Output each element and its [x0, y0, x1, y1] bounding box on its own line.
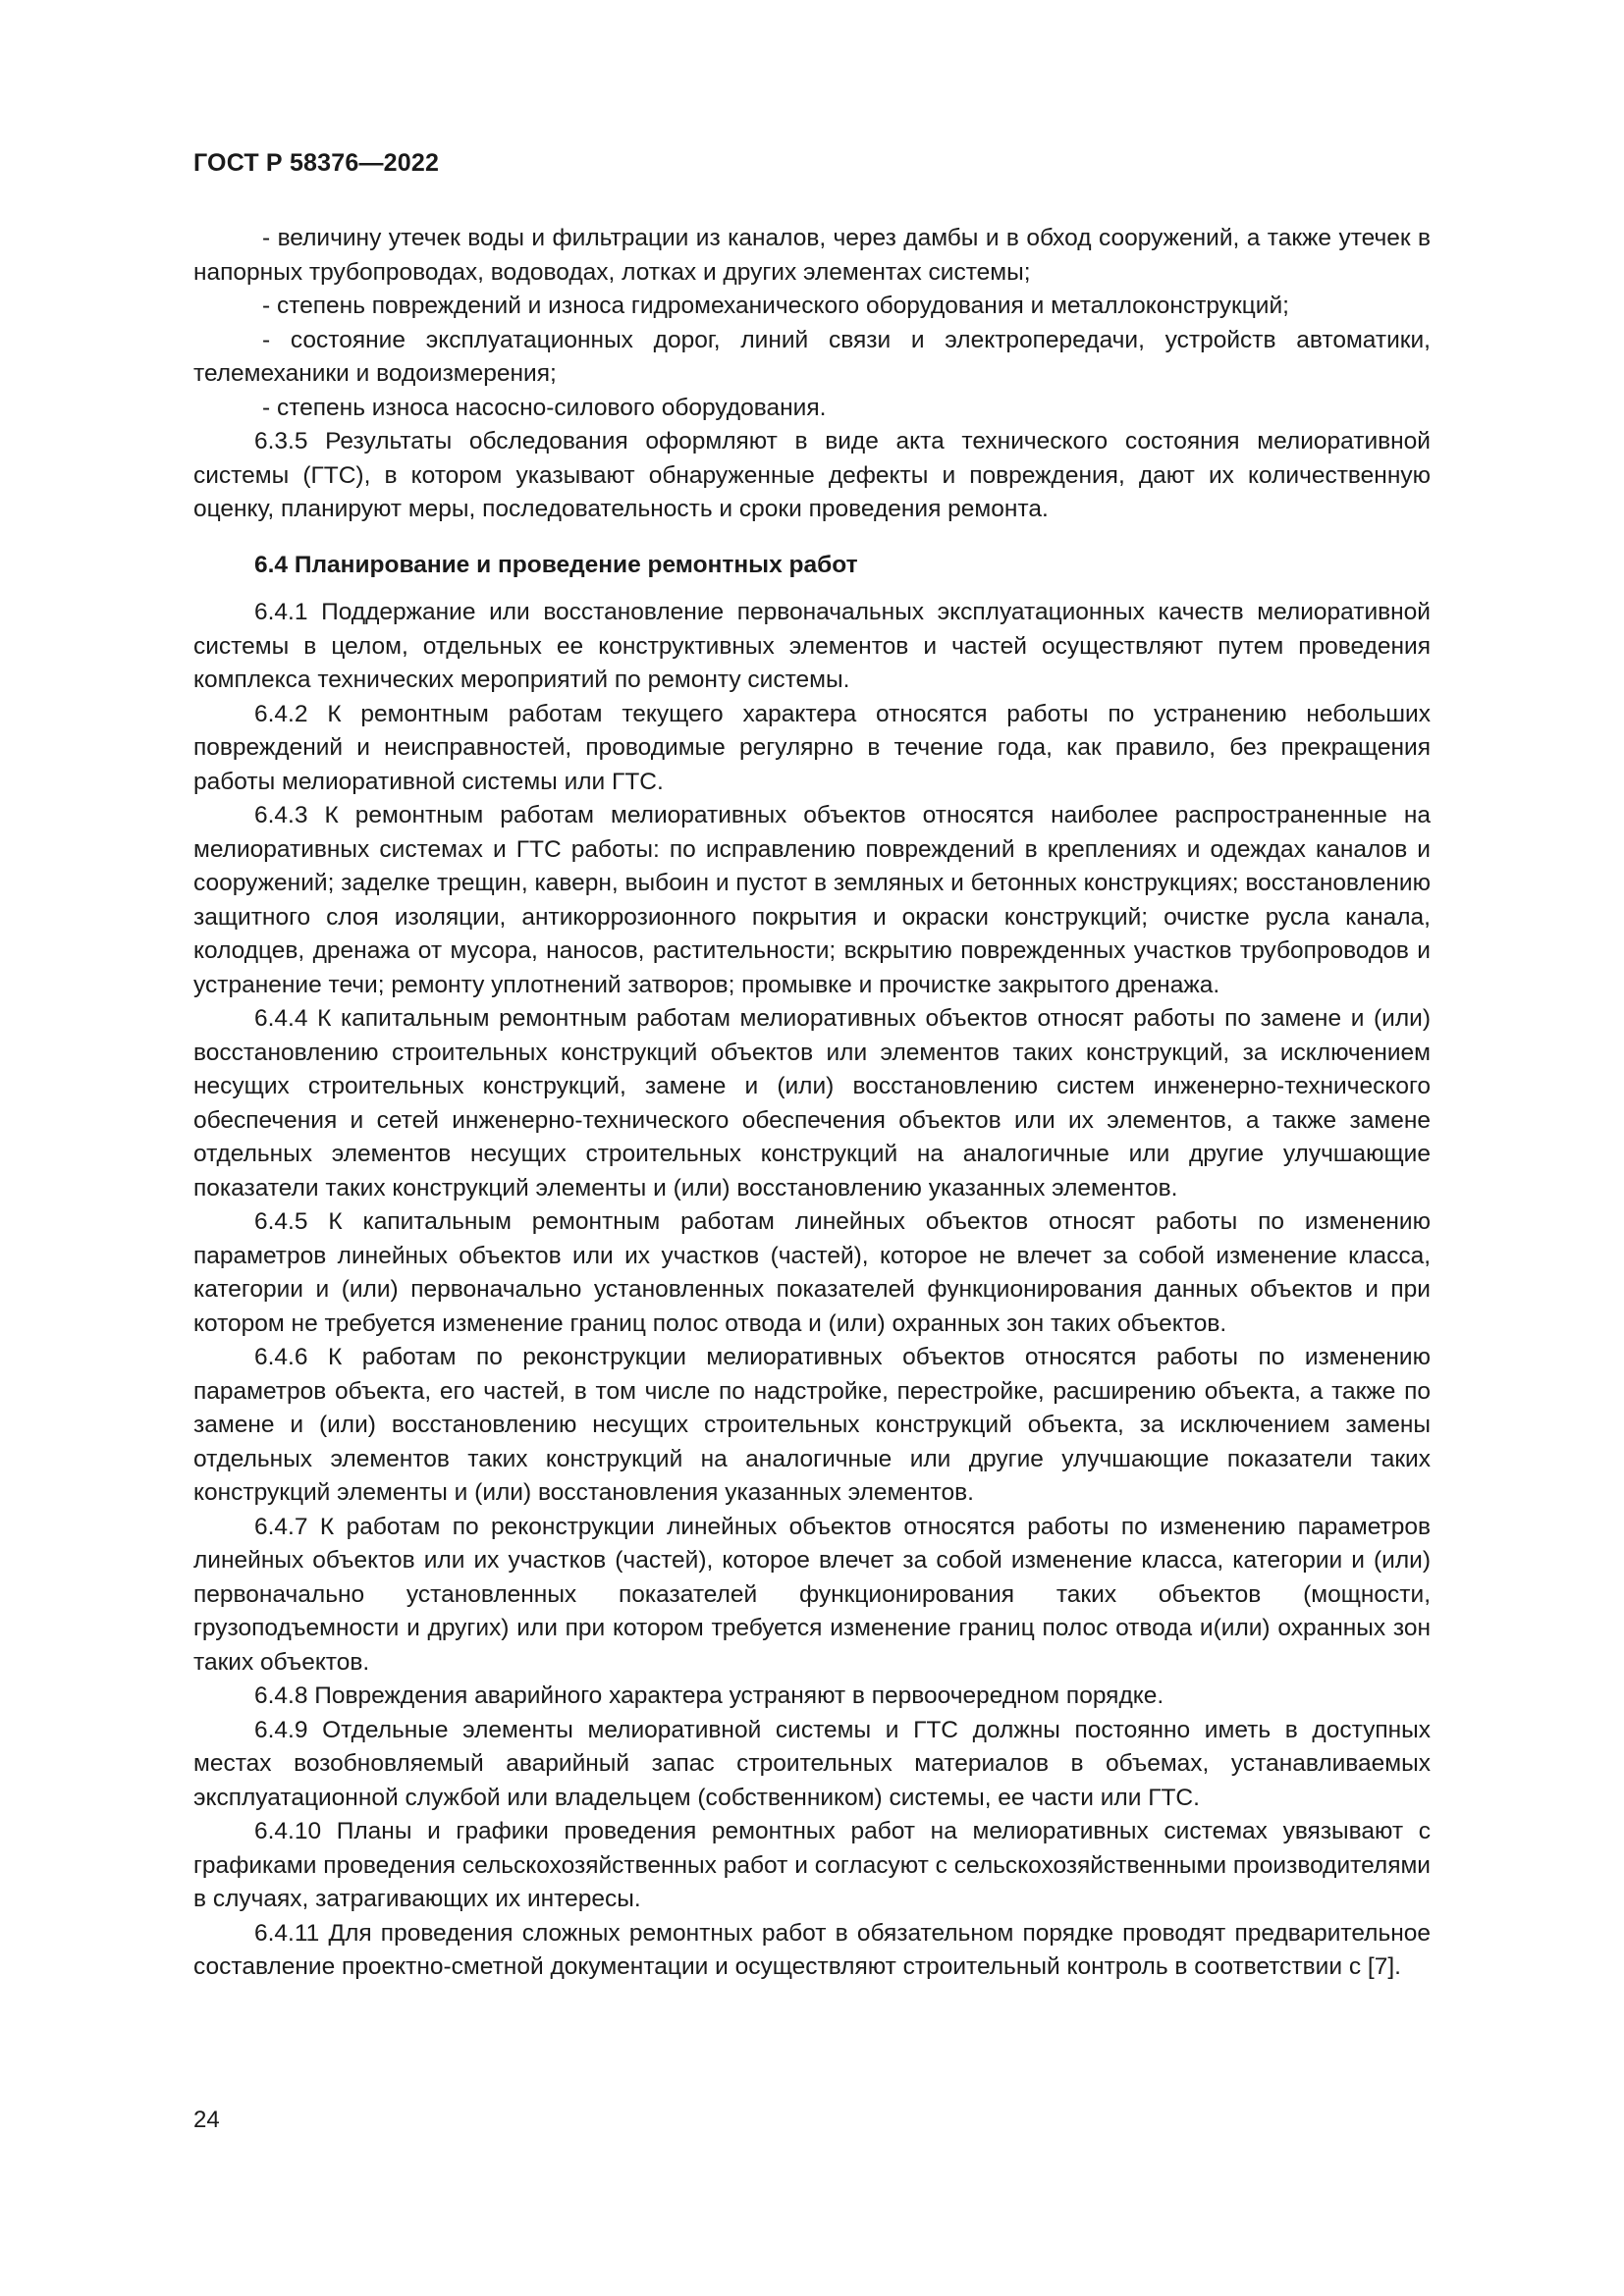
- paragraph-6-4-4: 6.4.4 К капитальным ремонтным работам мелиоративных объектов относят работы по замене и (или) восстановлению строительных конструкций объектов или элементов таких конструкций, за исключением несущих строительных конструкций, замене и (или) восстановлению систем инженерно-технического обеспечения и сетей инженерно-технического обеспечения объектов или их элементов, а также замене отдельных элементов несущих строительных конструкций на аналогичные или другие улучшающие показатели таких конструкций элементы и (или) восстановлению указанных элементов.: [193, 1005, 1431, 1201]
- page-number: 24: [193, 2107, 220, 2133]
- bullet-equipment-wear: - степень повреждений и износа гидромеханического оборудования и металлоконструкций;: [262, 293, 1289, 319]
- paragraph-6-4-10: 6.4.10 Планы и графики проведения ремонтных работ на мелиоративных системах увязывают с графиками проведения сельскохозяйственных работ и согласуют с сельскохозяйственными производителями в случаях, затрагивающих их интересы.: [193, 1818, 1431, 1912]
- paragraph-6-4-7: 6.4.7 К работам по реконструкции линейных объектов относятся работы по изменению параметров линейных объектов или их участков (частей), которое влечет за собой изменение класса, категории и (или) первоначально установленных показателей функционирования таких объектов (мощности, грузоподъемности и других) или при котором требуется изменение границ полос отвода и(или) охранных зон таких объектов.: [193, 1513, 1431, 1676]
- bullet-roads-and-lines: - состояние эксплуатационных дорог, линий связи и электропередачи, устройств автоматики, телемеханики и водоизмерения;: [193, 326, 1431, 387]
- paragraph-6-4-9: 6.4.9 Отдельные элементы мелиоративной системы и ГТС должны постоянно иметь в доступных местах возобновляемый аварийный запас строительных материалов в объемах, устанавливаемых эксплуатационной службой или владельцем (собственником) системы, ее части или ГТС.: [193, 1716, 1431, 1811]
- paragraph-6-4-1: 6.4.1 Поддержание или восстановление первоначальных эксплуатационных качеств мелиоративной системы в целом, отдельных ее конструктивных элементов и частей осуществляют путем проведения комплекса технических мероприятий по ремонту системы.: [193, 599, 1431, 693]
- paragraph-6-4-11: 6.4.11 Для проведения сложных ремонтных работ в обязательном порядке проводят предварительное составление проектно-сметной документации и осуществляют строительный контроль в соответствии с [7].: [193, 1919, 1431, 1980]
- paragraph-6-4-3: 6.4.3 К ремонтным работам мелиоративных объектов относятся наиболее распространенные на мелиоративных системах и ГТС работы: по исправлению повреждений в креплениях и одеждах каналов и сооружений; заделке трещин, каверн, выбоин и пустот в земляных и бетонных конструкциях; восстановлению защитного слоя изоляции, антикоррозионного покрытия и окраски конструкций; очистке русла канала, колодцев, дренажа от мусора, наносов, растительности; вскрытию поврежденных участков трубопроводов и устранение течи; ремонту уплотнений затворов; промывке и прочистке закрытого дренажа.: [193, 802, 1431, 998]
- document-code-header: ГОСТ Р 58376—2022: [193, 149, 440, 177]
- paragraph-6-4-8: 6.4.8 Повреждения аварийного характера устраняют в первоочередном порядке.: [254, 1682, 1164, 1709]
- bullet-pump-wear: - степень износа насосно-силового оборудования.: [262, 394, 827, 421]
- paragraph-6-4-6: 6.4.6 К работам по реконструкции мелиоративных объектов относятся работы по изменению параметров объекта, его частей, в том числе по надстройке, перестройке, расширению объекта, а также по замене и (или) восстановлению несущих строительных конструкций объекта, за исключением замены отдельных элементов таких конструкций на аналогичные или другие улучшающие показатели таких конструкций элементы и (или) восстановления указанных элементов.: [193, 1344, 1431, 1506]
- paragraph-6-3-5: 6.3.5 Результаты обследования оформляют в виде акта технического состояния мелиоративной системы (ГТС), в котором указывают обнаруженные дефекты и повреждения, дают их количественную оценку, планируют меры, последовательность и сроки проведения ремонта.: [193, 428, 1431, 522]
- paragraph-6-4-5: 6.4.5 К капитальным ремонтным работам линейных объектов относят работы по изменению параметров линейных объектов или их участков (частей), которое не влечет за собой изменение класса, категории и (или) первоначально установленных показателей функционирования данных объектов и при котором не требуется изменение границ полос отвода и (или) охранных зон таких объектов.: [193, 1208, 1431, 1337]
- bullet-water-leaks: - величину утечек воды и фильтрации из каналов, через дамбы и в обход сооружений, а также утечек в напорных трубопроводах, водоводах, лотках и других элементах системы;: [193, 225, 1431, 286]
- page-body: [193, 222, 1431, 1985]
- section-heading-6-4: 6.4 Планирование и проведение ремонтных работ: [254, 551, 858, 578]
- paragraph-6-4-2: 6.4.2 К ремонтным работам текущего характера относятся работы по устранению небольших повреждений и неисправностей, проводимые регулярно в течение года, как правило, без прекращения работы мелиоративной системы или ГТС.: [193, 700, 1431, 795]
